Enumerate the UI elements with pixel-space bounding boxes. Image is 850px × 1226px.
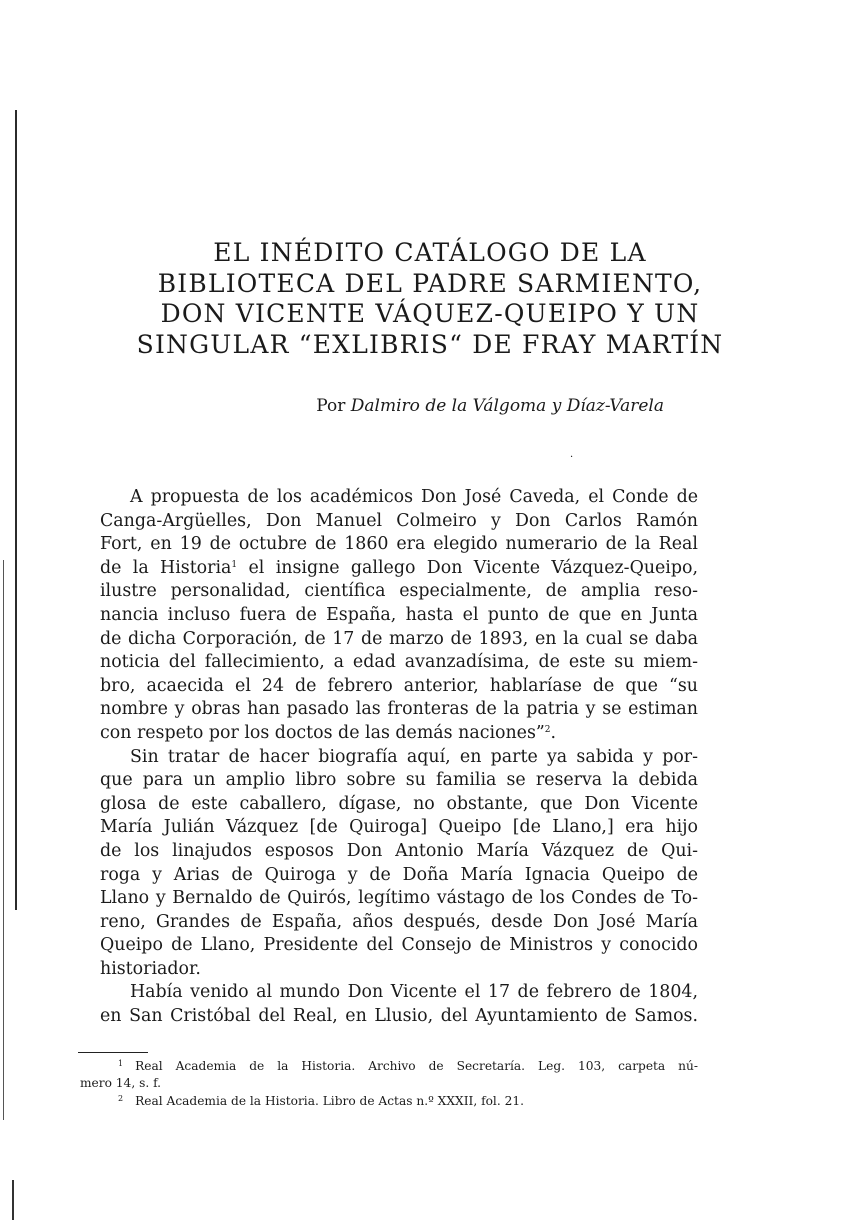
body-line: nancia incluso fuera de España, hasta el punto de que en Junta bbox=[100, 604, 698, 625]
title-line: DON VICENTE VÁQUEZ-QUEIPO Y UN bbox=[160, 299, 700, 328]
title-line: BIBLIOTECA DEL PADRE SARMIENTO, bbox=[157, 268, 703, 298]
footnote-1: $^1$ Real Academia de la Historia. Archivo de Secretaría. Leg. 103, carpeta nú- bbox=[118, 1059, 698, 1073]
body-line: historiador. bbox=[100, 958, 201, 979]
title-line: EL INÉDITO CATÁLOGO DE LA bbox=[213, 238, 647, 267]
body-line: bro, acaecida el 24 de febrero anterior, hablaríase de que “su bbox=[100, 675, 698, 696]
author-byline bbox=[316, 396, 664, 416]
article-body bbox=[100, 486, 698, 1029]
footnote-2: $^2$ Real Academia de la Historia. Libro de Actas n.º XXXII, fol. 21. bbox=[118, 1094, 524, 1109]
footnotes bbox=[80, 1056, 698, 1110]
scan-margin-line bbox=[3, 560, 4, 1120]
body-line: ilustre personalidad, científica especialmente, de amplia reso- bbox=[100, 581, 698, 602]
footnote-rule bbox=[78, 1052, 148, 1053]
footnote-ref: 1 bbox=[231, 559, 238, 570]
body-line: noticia del fallecimiento, a edad avanzadísima, de este su miem- bbox=[100, 652, 698, 673]
body-line: glosa de este caballero, dígase, no obstante, que Don Vicente bbox=[100, 793, 698, 814]
scan-speck: · bbox=[570, 452, 574, 463]
body-line: Sin tratar de hacer biografía aquí, en parte ya sabida y por- bbox=[130, 746, 698, 767]
footnote-mark: 1 bbox=[118, 1059, 124, 1068]
body-line: roga y Arias de Quiroga y de Doña María Ignacia Queipo de bbox=[100, 864, 698, 885]
author-prefix: Por bbox=[316, 396, 346, 416]
body-line: Canga-Argüelles, Don Manuel Colmeiro y Don Carlos Ramón bbox=[100, 510, 698, 531]
body-line: Fort, en 19 de octubre de 1860 era elegido numerario de la Real bbox=[100, 534, 698, 555]
title-line: SINGULAR “EXLIBRIS“ DE FRAY MARTÍN bbox=[136, 329, 724, 359]
body-line: Había venido al mundo Don Vicente el 17 de febrero de 1804, bbox=[130, 982, 698, 1003]
body-line: A propuesta de los académicos Don José Caveda, el Conde de bbox=[130, 487, 698, 507]
body-line: que para un amplio libro sobre su familia se reserva la debida bbox=[100, 770, 698, 791]
body-line: nombre y obras han pasado las fronteras de la patria y se estiman bbox=[100, 699, 698, 720]
body-line: de dicha Corporación, de 17 de marzo de 1893, en la cual se daba bbox=[100, 628, 698, 649]
body-line: de la Historia$^1$ el insigne gallego Don Vicente Vázquez-Queipo, bbox=[100, 557, 699, 578]
footnote-mark: 2 bbox=[118, 1094, 124, 1104]
body-line: con respeto por los doctos de las demás naciones”$^2$. bbox=[100, 722, 557, 743]
article-title bbox=[100, 238, 760, 360]
body-line: de los linajudos esposos Don Antonio María Vázquez de Qui- bbox=[100, 840, 698, 861]
scan-margin-line bbox=[15, 110, 17, 910]
footnote-1-continuation: mero 14, s. f. bbox=[80, 1075, 162, 1090]
author-name: Dalmiro de la Válgoma y Díaz-Varela bbox=[350, 396, 664, 416]
body-line: María Julián Vázquez [de Quiroga] Queipo [de Llano,] era hijo bbox=[100, 817, 698, 838]
body-line: reno, Grandes de España, años después, desde Don José María bbox=[100, 911, 698, 932]
scan-margin-line bbox=[12, 1180, 14, 1220]
body-line: Llano y Bernaldo de Quirós, legítimo vástago de los Condes de To- bbox=[100, 888, 698, 909]
body-line: Queipo de Llano, Presidente del Consejo de Ministros y conocido bbox=[100, 935, 698, 956]
body-line: en San Cristóbal del Real, en Llusio, del Ayuntamiento de Samos. bbox=[100, 1006, 698, 1027]
footnote-ref: 2 bbox=[544, 724, 551, 735]
